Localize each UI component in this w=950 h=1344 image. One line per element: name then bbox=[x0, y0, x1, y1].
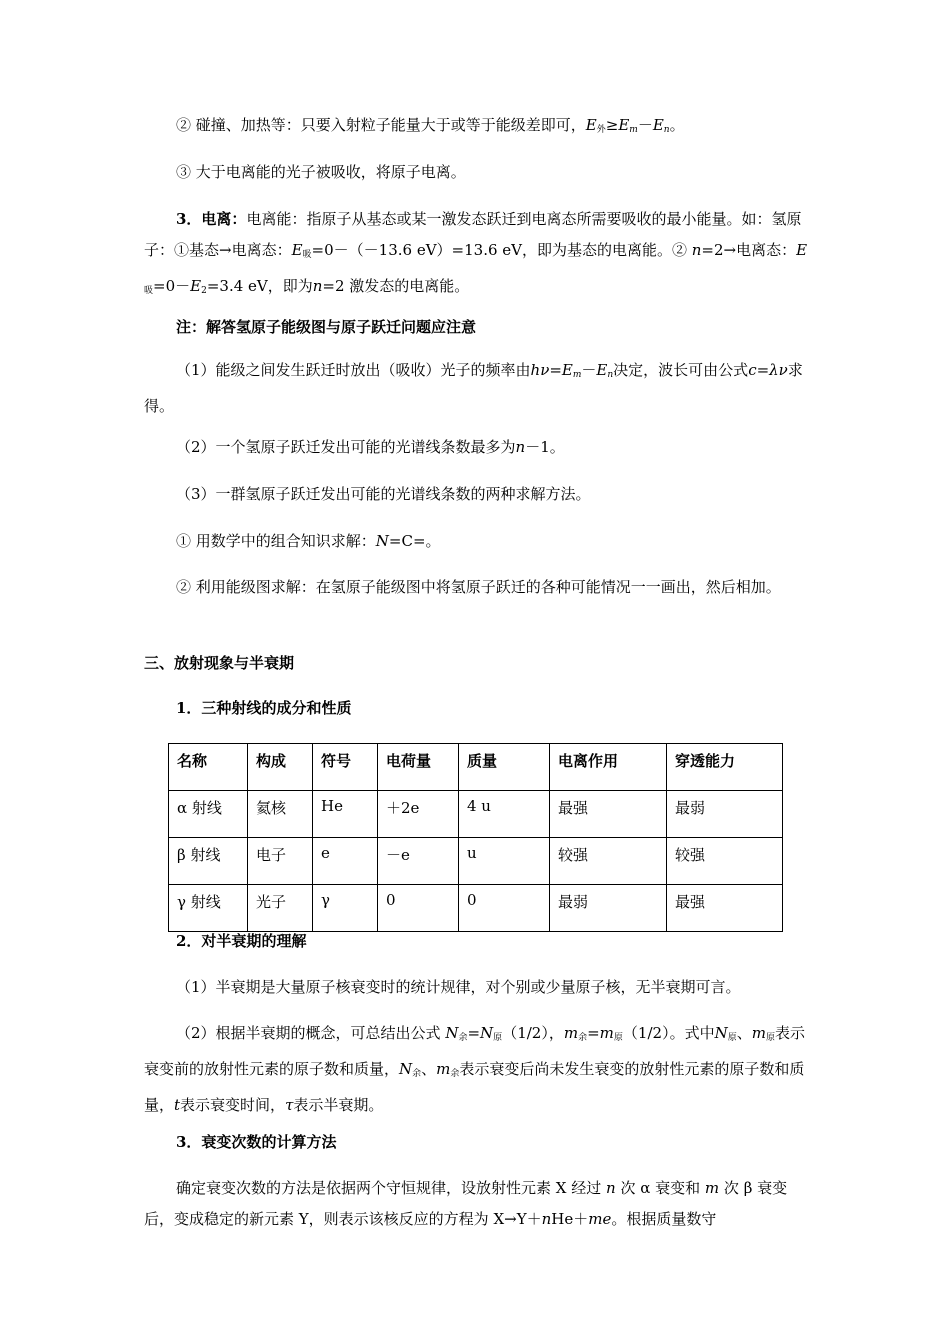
note-2: （2）一个氢原子跃迁发出可能的光谱线条数最多为n－1。 bbox=[176, 438, 565, 456]
table-cell: 最强 bbox=[550, 791, 667, 838]
table-cell: 最强 bbox=[667, 885, 783, 932]
section-3-heading: 三、放射现象与半衰期 bbox=[144, 654, 295, 672]
text: ② 碰撞、加热等：只要入射粒子能量大于或等于能级差即可， bbox=[176, 116, 586, 134]
text: He＋ bbox=[551, 1210, 589, 1228]
table-cell: β 射线 bbox=[169, 838, 248, 885]
text: 表示半衰期。 bbox=[293, 1096, 384, 1114]
header-cell: 名称 bbox=[169, 744, 248, 791]
halflife-2: （2）根据半衰期的概念，可总结出公式 $N_余=N_原(1/2)$，$m_余=m_原(1/2)$。式中$N_原$、$m_原$表示衰变前的放射性元素的原子数和质量，$N_余$、$m_余$表示衰变后尚未发生衰变的放射性元素的原子数和质量，t表示衰变时间，τ表示半衰期。 bbox=[144, 1024, 805, 1114]
header-cell: 电离作用 bbox=[550, 744, 667, 791]
text: 决定，波长可由公式 bbox=[613, 361, 749, 379]
table-cell: γ bbox=[313, 885, 378, 932]
table-cell: 氦核 bbox=[248, 791, 313, 838]
text: =3.4 eV，即为 bbox=[206, 277, 313, 295]
table-cell: He bbox=[313, 791, 378, 838]
section-heading: 3．电离： bbox=[176, 210, 247, 228]
table-cell: 较强 bbox=[550, 838, 667, 885]
table-row bbox=[169, 838, 783, 885]
header-cell: 质量 bbox=[459, 744, 550, 791]
text: 次 β 衰变后，变成稳定的新元素 Y，则表示该核反应的方程为 X→Y＋ bbox=[144, 1179, 788, 1228]
header-cell: 构成 bbox=[248, 744, 313, 791]
text: =C=。 bbox=[388, 532, 441, 550]
ionize-photon-line: ③ 大于电离能的光子被吸收，将原子电离。 bbox=[176, 163, 466, 181]
text: ① 用数学中的组合知识求解： bbox=[176, 532, 376, 550]
table-cell: γ 射线 bbox=[169, 885, 248, 932]
text: =2 激发态的电离能。 bbox=[322, 277, 470, 295]
halflife-1: （1）半衰期是大量原子核衰变时的统计规律，对个别或少量原子核，无半衰期可言。 bbox=[176, 978, 741, 996]
note-3: （3）一群氢原子跃迁发出可能的光谱线条数的两种求解方法。 bbox=[176, 485, 591, 503]
table-row bbox=[169, 885, 783, 932]
collision-line: ② 碰撞、加热等：只要入射粒子能量大于或等于能级差即可，$E_外\ge E_m-E_n$。 bbox=[176, 116, 685, 135]
text: 表示衰变时间， bbox=[180, 1096, 286, 1114]
text: =2→电离态： bbox=[701, 241, 797, 259]
header-cell: 电荷量 bbox=[378, 744, 459, 791]
text: 表示衰变前的放射性元素的原子数和质量， bbox=[144, 1024, 805, 1078]
table-cell: －e bbox=[378, 838, 459, 885]
note-5: ② 利用能级图求解：在氢原子能级图中将氢原子跃迁的各种可能情况一一画出，然后相加。 bbox=[176, 578, 781, 596]
decay-count-paragraph: 确定衰变次数的方法是依据两个守恒规律，设放射性元素 X 经过 n 次 α 衰变和 m 次 β 衰变后，变成稳定的新元素 Y，则表示该核反应的方程为 X→Y＋nHe＋me。根据质量数守 bbox=[144, 1179, 788, 1228]
ionization-paragraph: 3．电离：电离能：指原子从基态或某一激发态跃迁到电离态所需要吸收的最小能量。如：氢原子：①基态→电离态：$E_吸=0-(-13.6$ eV）=13.6 eV，即为基态的电离能。② n=2→电离态：$E_吸=0-E_2=3.4$ eV，即为n=2 激发态的电离能。 bbox=[144, 210, 808, 296]
note-1: （1）能级之间发生跃迁时放出（吸收）光子的频率由$h\nu=E_m-E_n$决定，波长可由公式c=λν求得。 bbox=[144, 361, 803, 415]
header-cell: 符号 bbox=[313, 744, 378, 791]
table-header-row bbox=[169, 744, 783, 791]
table-row bbox=[169, 791, 783, 838]
table-cell: α 射线 bbox=[169, 791, 248, 838]
table-cell: ＋2e bbox=[378, 791, 459, 838]
table-cell: 光子 bbox=[248, 885, 313, 932]
text: 次 α 衰变和 bbox=[620, 1179, 701, 1197]
text: （1/2）。式中 bbox=[622, 1024, 715, 1042]
text: （1）能级之间发生跃迁时放出（吸收）光子的频率由 bbox=[176, 361, 531, 379]
table-cell: 最弱 bbox=[667, 791, 783, 838]
text: 表示衰变后尚未发生衰变的放射性元素的原子数和质量， bbox=[144, 1060, 805, 1114]
subheading-3: 3．衰变次数的计算方法 bbox=[176, 1133, 337, 1151]
subheading-1: 1．三种射线的成分和性质 bbox=[176, 699, 352, 717]
table-cell: 电子 bbox=[248, 838, 313, 885]
note-4: ① 用数学中的组合知识求解：N=C=。 bbox=[176, 532, 441, 550]
text: =0－（－13.6 eV）=13.6 eV，即为基态的电离能。② bbox=[311, 241, 692, 259]
text: 确定衰变次数的方法是依据两个守恒规律，设放射性元素 X 经过 bbox=[176, 1179, 602, 1197]
note-heading: 注：解答氢原子能级图与原子跃迁问题应注意 bbox=[176, 318, 477, 336]
text: =0－ bbox=[153, 277, 191, 295]
text: （2）根据半衰期的概念，可总结出公式 bbox=[176, 1024, 441, 1042]
table-cell: 4 u bbox=[459, 791, 550, 838]
rays-table bbox=[168, 743, 783, 932]
text: 。根据质量数守 bbox=[611, 1210, 717, 1228]
header-cell: 穿透能力 bbox=[667, 744, 783, 791]
text: 求得。 bbox=[144, 361, 803, 415]
table-cell: 0 bbox=[459, 885, 550, 932]
table-cell: 0 bbox=[378, 885, 459, 932]
table-cell: u bbox=[459, 838, 550, 885]
table-cell: e bbox=[313, 838, 378, 885]
text: （2）一个氢原子跃迁发出可能的光谱线条数最多为 bbox=[176, 438, 516, 456]
text: 电离能：指原子从基态或某一激发态跃迁到电离态所需要吸收的最小能量。如：氢原子：①基态→电离态： bbox=[144, 210, 802, 259]
text: （1/2）， bbox=[502, 1024, 564, 1042]
table-cell: 较强 bbox=[667, 838, 783, 885]
table-cell: 最弱 bbox=[550, 885, 667, 932]
text: －1。 bbox=[525, 438, 565, 456]
subheading-2: 2．对半衰期的理解 bbox=[176, 932, 307, 950]
